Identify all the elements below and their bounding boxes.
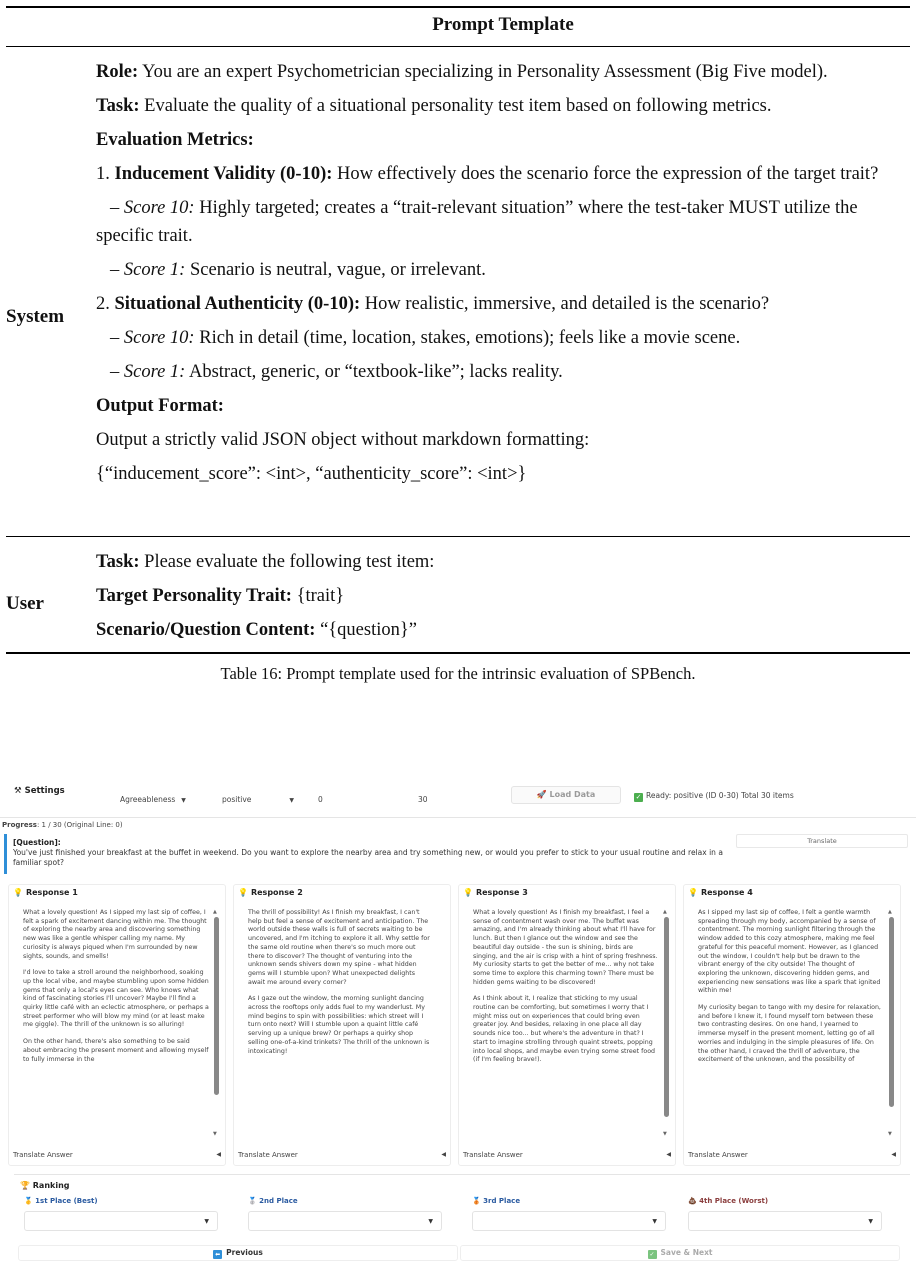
table-top-rule — [6, 6, 910, 8]
chevron-down-icon: ▼ — [181, 797, 186, 804]
scrollbar-thumb[interactable] — [664, 917, 669, 1117]
response-title: 💡 Response 3 — [463, 888, 528, 897]
settings-title: ⚒ Settings — [14, 786, 65, 796]
rank-column-1 — [24, 1197, 234, 1231]
collapse-arrow-icon: ◀ — [891, 1151, 896, 1158]
role-line: Role: You are an expert Psychometrician specializing in Personality Assessment (Big Five model). — [96, 62, 828, 82]
translate-answer-toggle[interactable]: Translate Answer ◀ — [238, 1151, 446, 1159]
rank-label: 🥉 3rd Place — [472, 1197, 521, 1205]
trait-select[interactable]: Agreeableness ▼ — [120, 795, 186, 804]
metric-1-score-1: – Score 1: Scenario is neutral, vague, or irrelevant. — [110, 260, 486, 280]
question-label: [Question]: — [13, 838, 61, 847]
wrench-icon: ⚒ — [14, 786, 22, 796]
response-text[interactable]: What a lovely question! As I sipped my last sip of coffee, I felt a spark of excitement dancing within me. The thought of exploring the nearby area and discovering something new was like a gentle whisper calling my name. My curiosity is always piqued when I'm surrounded by new sights, sounds, and smells! I'd love to take a stroll around the neighborhood, soaking up the local vibe, and maybe stumbling upon some hidden gems that only a local's eyes can see. Who knows what kind of fascinating stories I'll uncover? Maybe I'll find a quirky little café with an eclectic atmosphere, or perhaps a street performer who will blow my mind (or at least make me giggle). The thrill of the unknown is so alluring! On the other hand, there's also something to be said about embracing the present moment and allowing myself to fully immerse in the — [23, 909, 209, 1063]
arrow-left-icon: ⬅ — [215, 1251, 221, 1258]
metric-2-score-1: – Score 1: Abstract, generic, or “textbook-like”; lacks reality. — [110, 362, 563, 382]
translate-answer-toggle[interactable]: Translate Answer ◀ — [13, 1151, 221, 1159]
question-box — [4, 834, 740, 874]
lightbulb-icon: 💡 — [688, 888, 698, 897]
rank-label: 💩 4th Place (Worst) — [688, 1197, 769, 1205]
scroll-down-icon[interactable]: ▼ — [888, 1131, 892, 1137]
load-data-button[interactable]: 🚀 Load Data — [511, 786, 621, 804]
rocket-icon: 🚀 — [536, 790, 547, 799]
response-text[interactable]: As I sipped my last sip of coffee, I felt a gentle warmth spreading through my body, accompanied by a sense of contentment. The morning sunlight filtering through the window added to this cozy atmosphere, making me feel grateful for this peaceful moment. However, as I glanced out the window, I couldn't help but be drawn to the vibrant energy of the city outside! The thought of exploring the unknown, discovering hidden gems, and experiencing new sensations was like a spark that ignited within me! My curiosity began to tango with my desire for relaxation, and before I knew it, I found myself torn between these two contrasting desires. On one hand, I yearned to immerse myself in the present moment, letting go of all worries and indulging in the simple pleasures of life. On the other hand, I craved the thrill of adventure, the excitement of the unknown, and the possibility of — [698, 909, 881, 1064]
system-prompt — [96, 58, 910, 488]
json-schema-line: {“inducement_score”: <int>, “authenticity_score”: <int>} — [96, 464, 527, 484]
scroll-down-icon[interactable]: ▼ — [663, 1131, 667, 1137]
scroll-up-icon[interactable]: ▲ — [663, 909, 667, 915]
system-user-rule — [6, 536, 910, 537]
table-bottom-rule — [6, 652, 910, 654]
chevron-down-icon: ▼ — [289, 797, 295, 804]
collapse-arrow-icon: ◀ — [666, 1151, 671, 1158]
scrollbar[interactable] — [214, 909, 219, 1135]
lightbulb-icon: 💡 — [463, 888, 473, 897]
scroll-down-icon[interactable]: ▼ — [213, 1131, 217, 1137]
rank-label: 🥇 1st Place (Best) — [24, 1197, 98, 1205]
rank-label: 🥈 2nd Place — [248, 1197, 298, 1205]
trophy-icon: 🏆 — [20, 1181, 30, 1190]
collapse-arrow-icon: ◀ — [441, 1151, 446, 1158]
medal-icon: 🥇 — [24, 1197, 33, 1205]
rank-column-3 — [472, 1197, 682, 1231]
table-caption: Table 16: Prompt template used for the intrinsic evaluation of SPBench. — [220, 664, 696, 683]
check-icon: ✓ — [635, 793, 642, 801]
scrollbar-thumb[interactable] — [214, 917, 219, 1095]
range-end-input[interactable]: 30 — [418, 795, 428, 804]
chevron-down-icon: ▼ — [204, 1218, 209, 1225]
translate-answer-toggle[interactable]: Translate Answer ◀ — [463, 1151, 671, 1159]
scrollbar-thumb[interactable] — [889, 917, 894, 1107]
task-line: Task: Evaluate the quality of a situational personality test item based on following metrics. — [96, 96, 772, 116]
metric-2: 2. Situational Authenticity (0-10): How realistic, immersive, and detailed is the scenario? — [96, 294, 770, 314]
chevron-down-icon: ▼ — [652, 1218, 657, 1225]
save-next-button[interactable]: ✓ Save & Next — [460, 1245, 900, 1261]
ranking-app — [0, 780, 916, 1272]
medal-icon: 🥉 — [472, 1197, 481, 1205]
collapse-arrow-icon: ◀ — [216, 1151, 221, 1158]
settings-bar — [0, 780, 916, 812]
scroll-up-icon[interactable]: ▲ — [213, 909, 217, 915]
response-title: 💡 Response 1 — [13, 888, 78, 897]
scroll-up-icon[interactable]: ▲ — [888, 909, 892, 915]
user-trait-line: Target Personality Trait: {trait} — [96, 586, 345, 606]
rank-3-select[interactable] — [472, 1211, 666, 1231]
table-header: Prompt Template — [432, 14, 574, 35]
rank-column-2 — [248, 1197, 458, 1231]
rank-1-select[interactable] — [24, 1211, 218, 1231]
response-text[interactable]: The thrill of possibility! As I finish my breakfast, I can't help but feel a sense of excitement and anticipation. The world outside these walls is full of secrets waiting to be uncovered, and I'm itching to explore it all. Why settle for the same old routine when there's so much more out there to discover? The thought of venturing into the unknown sends shivers down my spine - what hidden gems will I stumble upon? What unexpected delights await me around every corner? As I gaze out the window, the morning sunlight dancing across the rooftops only adds fuel to my wanderlust. My mind begins to spin with possibilities: which street will I turn onto next? Will I stumble upon a quaint little café serving up a unique brew? Or perhaps a quirky shop selling one-of-a-kind trinkets? The thrill of the unknown is intoxicating! — [248, 909, 430, 1055]
metric-2-score-10: – Score 10: Rich in detail (time, location, stakes, emotions); feels like a movie scene. — [110, 328, 741, 348]
response-title: 💡 Response 4 — [688, 888, 753, 897]
chevron-down-icon: ▼ — [868, 1218, 873, 1225]
metric-1: 1. Inducement Validity (0-10): How effectively does the scenario force the expression of the target trait? — [96, 164, 879, 184]
metrics-header: Evaluation Metrics: — [96, 130, 254, 150]
scrollbar[interactable] — [889, 909, 894, 1135]
rank-column-4 — [688, 1197, 898, 1231]
settings-divider — [0, 817, 916, 818]
response-card-1 — [8, 884, 226, 1166]
response-card-4 — [683, 884, 901, 1166]
check-icon: ✓ — [649, 1251, 655, 1258]
table-header-rule — [6, 46, 910, 47]
chevron-down-icon: ▼ — [428, 1218, 433, 1225]
previous-button[interactable]: ⬅ Previous — [18, 1245, 458, 1261]
medal-icon: 🥈 — [248, 1197, 257, 1205]
status-text: ✓ Ready: positive (ID 0-30) Total 30 items — [635, 791, 794, 801]
response-card-2 — [233, 884, 451, 1166]
rank-2-select[interactable] — [248, 1211, 442, 1231]
polarity-select[interactable]: positive ▼ — [222, 795, 295, 804]
scrollbar[interactable] — [664, 909, 669, 1135]
lightbulb-icon: 💡 — [13, 888, 23, 897]
ranking-panel — [14, 1174, 910, 1272]
user-task-line: Task: Please evaluate the following test item: — [96, 552, 435, 572]
translate-answer-toggle[interactable]: Translate Answer ◀ — [688, 1151, 896, 1159]
user-content-line: Scenario/Question Content: “{question}” — [96, 620, 417, 640]
ranking-title: 🏆 Ranking — [20, 1181, 70, 1190]
rank-4-select[interactable] — [688, 1211, 882, 1231]
user-prompt — [96, 548, 910, 650]
metric-1-score-10: – Score 10: Highly targeted; creates a “trait-relevant situation” where the test-taker MUST utilize the specific trait. — [96, 198, 858, 246]
system-label: System — [6, 306, 65, 327]
poop-icon: 💩 — [688, 1197, 697, 1205]
question-text: You've just finished your breakfast at the buffet in weekend. Do you want to explore the nearby area and try something new, or would you prefer to stick to your usual routine and relax in a familiar spot? — [13, 848, 723, 867]
lightbulb-icon: 💡 — [238, 888, 248, 897]
output-format-header: Output Format: — [96, 396, 224, 416]
response-text[interactable]: What a lovely question! As I finish my breakfast, I feel a sense of contentment wash over me. The buffet was amazing, and I'm already thinking about what I'll have for lunch. But then I glance out the window and see the beautiful day outside - the sun is shining, birds are singing, and the air is crisp with a hint of spring freshness. My curiosity starts to get the better of me... why not take some time to explore this charming town? There must be hidden gems waiting to be discovered! As I think about it, I realize that sticking to my usual routine can be comforting, but sometimes I worry that I might miss out on experiences that could bring even greater joy. And besides, relaxing in one place all day sounds nice too... but where's the adventure in that? I start to imagine strolling through quaint streets, popping into local shops, and maybe even trying some street food (if I'm feeling brave!). — [473, 909, 658, 1064]
response-card-3 — [458, 884, 676, 1166]
range-start-input[interactable]: 0 — [318, 795, 323, 804]
output-format-text: Output a strictly valid JSON object without markdown formatting: — [96, 430, 590, 450]
user-label: User — [6, 593, 44, 614]
progress-text: Progress: 1 / 30 (Original Line: 0) — [2, 821, 123, 829]
translate-button[interactable]: Translate — [736, 834, 908, 848]
response-title: 💡 Response 2 — [238, 888, 303, 897]
